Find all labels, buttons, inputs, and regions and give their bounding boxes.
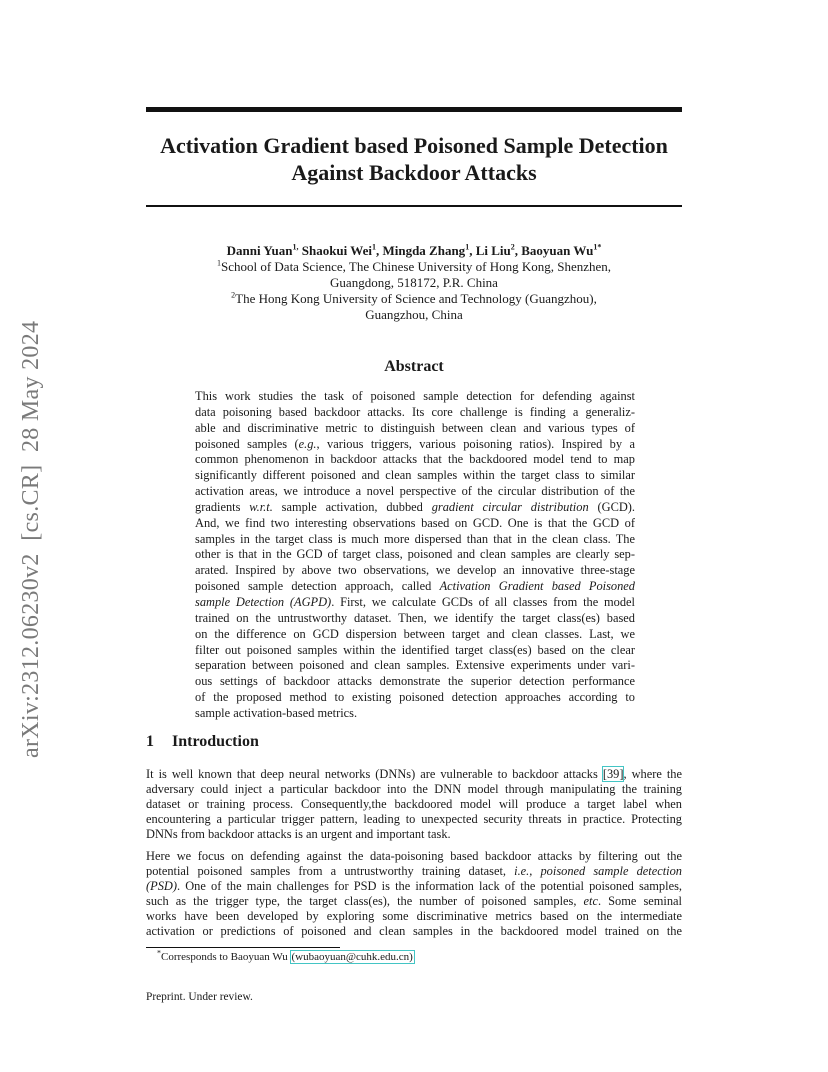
author-name: , Mingda Zhang [375,243,466,258]
paragraph-line: works have been developed by exploring some discriminative metrics based on the intermediate [146,909,682,924]
preprint-notice: Preprint. Under review. [146,991,253,1003]
abstract-line: filter out poisoned samples within the identified target class(es) based on the clear [195,642,635,657]
paragraph-line: such as the trigger type, the target class(es), the number of poisoned samples, etc. Some seminal [146,894,682,909]
author-affil-mark: 2 [510,242,515,252]
paragraph-line: potential poisoned samples from a untrustworthy training dataset, i.e., poisoned sample detection [146,864,682,879]
affil-text: The Hong Kong University of Science and Technology (Guangzhou), [235,291,597,306]
footnote-mark: * [157,948,161,958]
paragraph-line: encountering a particular trigger pattern, leading to unexpected security threats in practice. Protecting [146,812,682,827]
abstract-line: other is that in the GCD of target class, poisoned and clean samples are clearly sep- [195,547,635,562]
affiliations [146,259,682,323]
author-list [146,242,682,260]
author-affil-mark: 1* [593,242,602,252]
abstract-line: And, we find two interesting observations based on GCD. One is that the GCD of [195,515,635,530]
paragraph-line: adversary could inject a particular backdoor into the DNN model through manipulating the training [146,782,682,797]
abstract-heading: Abstract [384,358,444,375]
email-link[interactable]: (wubaoyuan@cuhk.edu.cn) [291,951,413,963]
title-top-rule [146,107,682,112]
author-affil-mark: 1 [371,242,376,252]
abstract-line: on the difference on GCD dispersion between target and clean classes. Last, we [195,626,635,641]
abstract-line: sample Detection (AGPD). First, we calculate GCDs of all classes from the model [195,594,636,609]
abstract-line: gradients w.r.t. sample activation, dubbed gradient circular distribution (GCD). [195,499,636,514]
abstract-line: trained on the untrustworthy dataset. Then, we identify the target class(es) based [195,610,635,625]
paper-title [140,132,688,186]
abstract-line: of the proposed method to existing poisoned detection approaches according to [195,690,635,705]
intro-paragraph-2 [146,849,682,940]
abstract-line: sample activation-based metrics. [195,705,358,720]
abstract-line: poisoned samples (e.g., various triggers, various poisoning ratios). Inspired by a [195,436,635,451]
author-name: Danni Yuan [226,243,293,258]
author-name: Shaokui Wei [298,243,372,258]
author-affil-mark: 1, [292,242,299,252]
paragraph-line: It is well known that deep neural networks (DNNs) are vulnerable to backdoor attacks [39], where the [146,767,683,781]
abstract-line: poisoned sample detection approach, called Activation Gradient based Poisoned [195,579,636,594]
author-affil-mark: 1 [465,242,470,252]
citation-link[interactable]: [39] [602,767,624,781]
abstract-line: common phenomenon in backdoor attacks that the backdoored model tend to map [195,452,635,467]
paragraph-line: DNNs from backdoor attacks is an urgent and important task. [146,827,451,842]
affiliation-1 [146,259,682,275]
footnote [157,950,414,964]
paragraph-line: activation or predictions of poisoned and clean samples in the backdoored model trained on the [146,924,682,939]
footnote-rule [146,947,340,948]
abstract-line: separation between poisoned and clean samples. Extensive experiments under vari- [195,658,635,673]
footnote-text: Corresponds to Baoyuan Wu [161,951,291,963]
section-number: 1 [146,733,154,750]
abstract-line: samples in the target class is much more dispersed than that in the clean class. The [195,531,635,546]
abstract-line: arated. Inspired by above two observations, we develop an innovative three-stage [195,563,635,578]
abstract-line: able and discriminative metric to distinguish between clean and various types of [195,420,635,435]
section-heading-introduction [146,733,259,751]
author-name: , Baoyuan Wu [514,243,594,258]
intro-paragraph-1 [146,767,682,842]
affiliation-1-cont: Guangdong, 518172, P.R. China [330,275,498,290]
abstract-body [195,389,635,722]
affiliation-2 [146,291,682,307]
section-title: Introduction [172,733,259,750]
title-bottom-rule [146,205,682,207]
paragraph-line: (PSD). One of the main challenges for PSD is the information lack of the potential poisoned samples, [146,879,682,894]
abstract-line: activation areas, we introduce a novel perspective of the circular distribution of the [195,484,635,499]
abstract-line: significantly different poisoned and clean samples within the target class to similar [195,468,635,483]
affil-text: School of Data Science, The Chinese University of Hong Kong, Shenzhen, [220,259,612,274]
title-line-2: Against Backdoor Attacks [291,160,537,185]
abstract-line: data poisoning based backdoor attacks. Its core challenge is finding a generaliz- [195,404,635,419]
paragraph-line: Here we focus on defending against the data-poisoning based backdoor attacks by filtering out the [146,849,682,863]
paragraph-line: dataset or training process. Consequently,the backdoored model will produce a target label when [146,797,682,812]
arxiv-identifier: arXiv:2312.06230v2 [cs.CR] 28 May 2024 [18,320,44,758]
title-line-1: Activation Gradient based Poisoned Sample Detection [160,133,668,158]
affil-mark: 1 [216,258,221,268]
affil-mark: 2 [231,290,236,300]
abstract-line: This work studies the task of poisoned sample detection for defending against [195,389,635,403]
author-name: , Li Liu [469,243,511,258]
abstract-line: ous settings of backdoor attacks demonstrate the superior detection performance [195,674,635,689]
affiliation-2-cont: Guangzhou, China [365,307,463,322]
